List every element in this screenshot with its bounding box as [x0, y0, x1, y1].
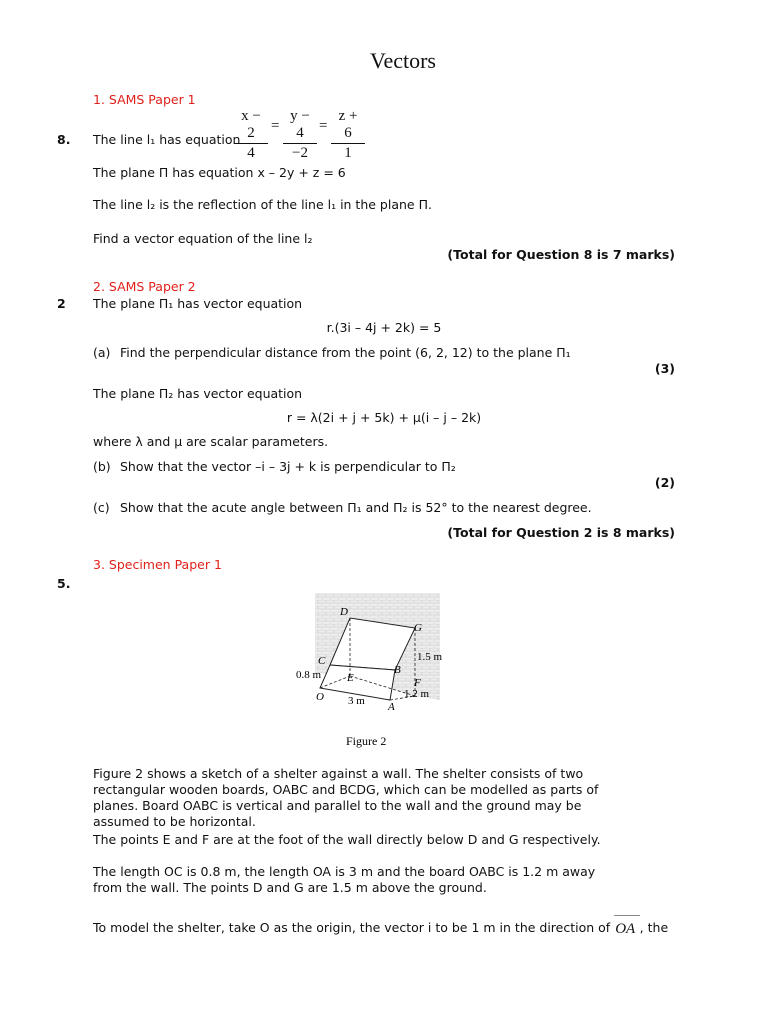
q2-part-c-label: (c) [93, 500, 110, 515]
page-title: Vectors [370, 48, 436, 73]
q2-part-a: Find the perpendicular distance from the point (6, 2, 12) to the plane Π₁ [120, 345, 571, 360]
q1-line1: The line l₁ has equation [93, 132, 241, 147]
label-depth: 1.2 m [404, 688, 430, 700]
label-a: A [388, 701, 395, 713]
label-oc-length: 0.8 m [296, 669, 322, 681]
label-c: C [318, 655, 326, 667]
q3-paragraph-4-start: To model the shelter, take O as the origin, the vector i to be 1 m in the direction of [93, 920, 611, 935]
q1-line3: The line l₂ is the reflection of the line l₁ in the plane Π. [93, 197, 432, 212]
label-f: F [414, 677, 421, 689]
q2-equation-2: r = λ(2i + j + 5k) + μ(i – j – 2k) [286, 410, 482, 425]
q2-where: where λ and μ are scalar parameters. [93, 434, 329, 449]
label-g: G [414, 622, 422, 634]
label-d: D [340, 606, 348, 618]
q3-number: 5. [57, 576, 71, 591]
label-e: E [347, 672, 354, 684]
q1-fraction-y-den: −2 [292, 145, 308, 161]
q2-total: (Total for Question 2 is 8 marks) [447, 525, 675, 540]
q1-fraction-z [331, 108, 365, 162]
q3-paragraph-1: Figure 2 shows a sketch of a shelter against a wall. The shelter consists of two rectangular wooden boards, OABC and BCDG, which can be modelled as parts of planes. Board OABC is vertical and parallel to the wall and the ground may be assumed to be horizontal. [93, 766, 599, 829]
q1-source: 1. SAMS Paper 1 [93, 92, 196, 107]
label-b: B [394, 664, 401, 676]
q3-paragraph-2: The points E and F are at the foot of the wall directly below D and G respectively. [93, 832, 601, 847]
label-height: 1.5 m [417, 651, 443, 663]
vector-oa-label: OA [615, 921, 635, 937]
q1-number: 8. [57, 132, 71, 147]
q2-part-c: Show that the acute angle between Π₁ and Π₂ is 52° to the nearest degree. [120, 500, 592, 515]
shelter-figure [290, 588, 460, 753]
q3-paragraph-4 [93, 920, 668, 937]
q1-line4: Find a vector equation of the line l₂ [93, 231, 313, 246]
q1-fraction-x-den: 4 [247, 145, 255, 161]
q1-fraction-y-num: y − 4 [290, 108, 310, 141]
q1-fraction-x-num: x − 2 [241, 108, 261, 141]
q2-plane2-intro: The plane Π₂ has vector equation [93, 386, 303, 401]
q3-paragraph-4-end: , the [639, 920, 669, 935]
q2-marks-a: (3) [654, 361, 675, 376]
label-oa-length: 3 m [348, 695, 365, 707]
q1-fraction-z-num: z + 6 [338, 108, 358, 141]
q2-intro: The plane Π₁ has vector equation [93, 296, 303, 311]
vector-oa [614, 921, 639, 937]
q1-total: (Total for Question 8 is 7 marks) [447, 247, 675, 262]
q1-fraction-z-den: 1 [344, 145, 352, 161]
q2-marks-b: (2) [654, 475, 675, 490]
q3-source: 3. Specimen Paper 1 [93, 557, 222, 572]
label-o: O [316, 691, 324, 703]
figure-caption: Figure 2 [346, 734, 387, 748]
q2-equation-1: r.(3i – 4j + 2k) = 5 [326, 320, 442, 335]
q2-part-b-label: (b) [93, 459, 111, 474]
q2-number: 2 [57, 296, 66, 311]
q1-line2: The plane Π has equation x – 2y + z = 6 [93, 165, 346, 180]
q2-part-a-label: (a) [93, 345, 111, 360]
q3-paragraph-3: The length OC is 0.8 m, the length OA is 3 m and the board OABC is 1.2 m away from the wall. The points D and G are 1.5 m above the ground. [93, 864, 596, 895]
q1-equals-1: = [271, 118, 280, 134]
q2-source: 2. SAMS Paper 2 [93, 279, 196, 294]
q2-part-b: Show that the vector –i – 3j + k is perpendicular to Π₂ [120, 459, 456, 474]
q1-equals-2: = [319, 118, 328, 134]
q1-fraction-y [283, 108, 317, 162]
